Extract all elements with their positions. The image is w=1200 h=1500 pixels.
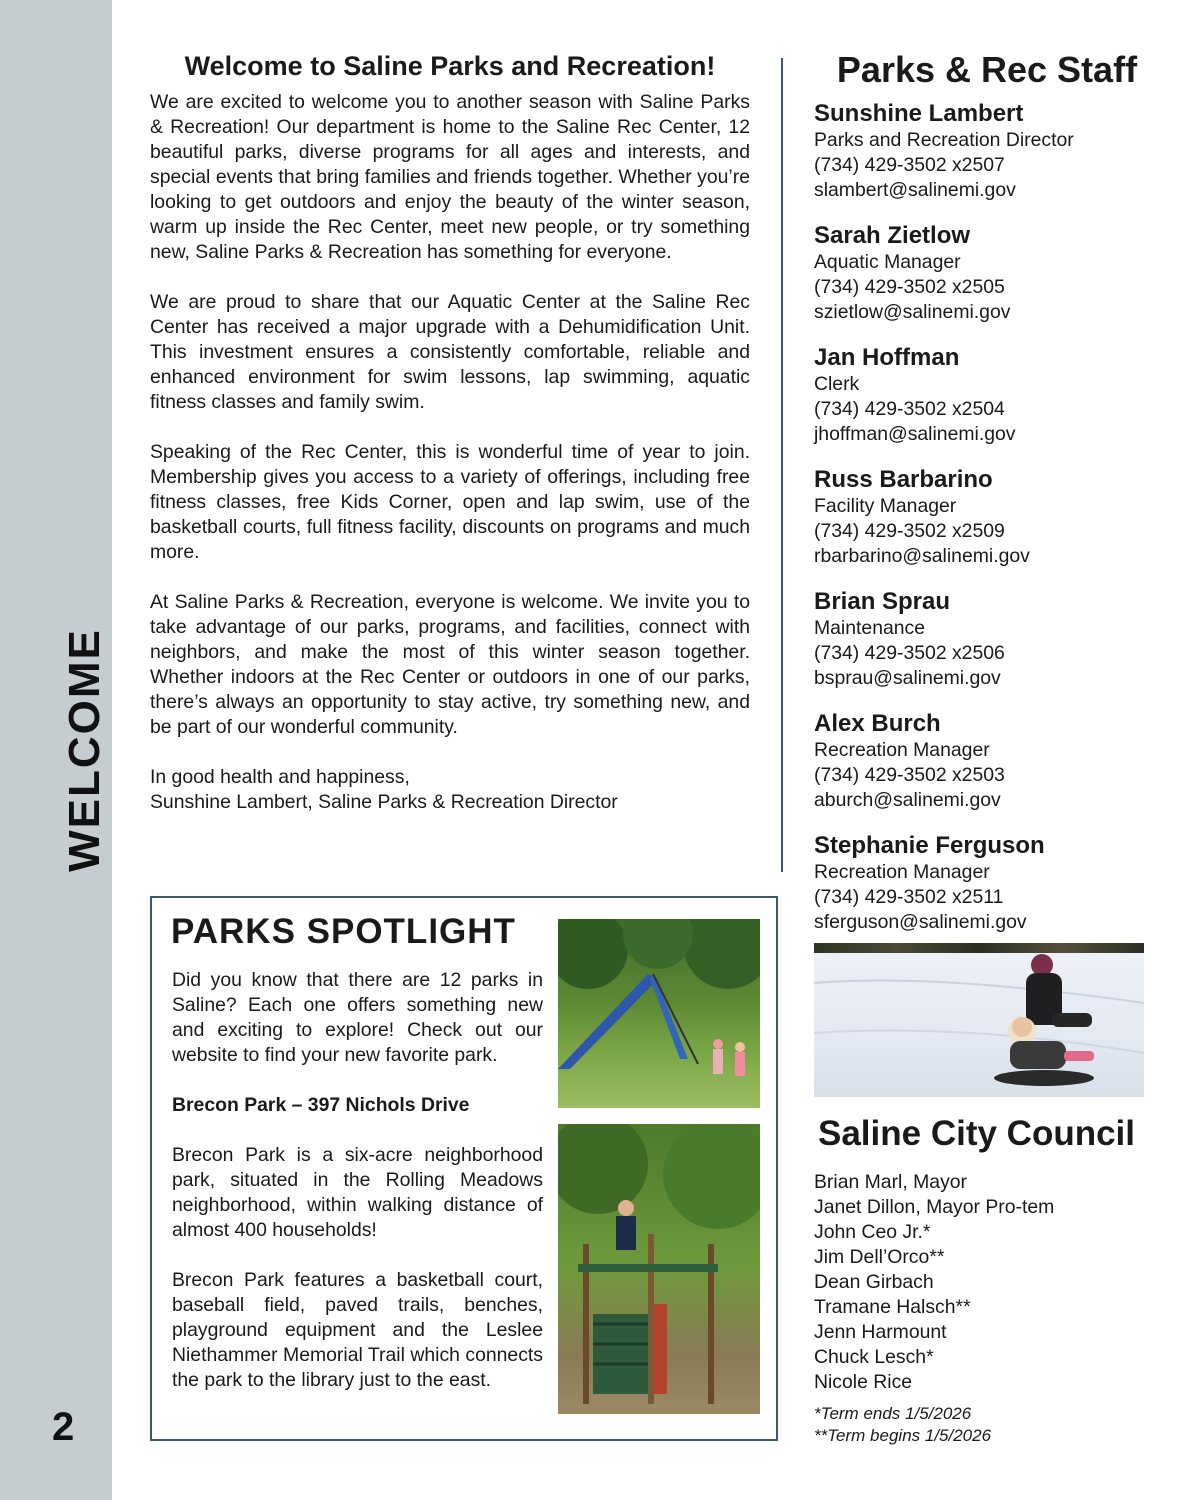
slide-photo xyxy=(558,919,760,1108)
staff-role: Recreation Manager xyxy=(814,860,990,883)
welcome-letter xyxy=(150,50,750,815)
welcome-title: Welcome to Saline Parks and Recreation! xyxy=(184,51,716,81)
staff-name: Stephanie Ferguson xyxy=(814,831,1045,859)
staff-member xyxy=(814,222,1154,325)
welcome-paragraph: Speaking of the Rec Center, this is wonderful time of year to join. Membership gives you access to a variety of offerings, including free fitness classes, free Kids Corner, open and lap swim, use of the basketball courts, full fitness facility, discounts on programs and much more. xyxy=(150,441,750,564)
term-note: **Term begins 1/5/2026 xyxy=(814,1425,992,1445)
staff-email[interactable]: bsprau@salinemi.gov xyxy=(814,666,1001,689)
staff-role: Aquatic Manager xyxy=(814,250,961,273)
staff-email[interactable]: szietlow@salinemi.gov xyxy=(814,300,1011,323)
spotlight-intro: Did you know that there are 12 parks in Saline? Each one offers something new and exciting to explore! Check out our website to find your new favorite park. xyxy=(172,969,543,1066)
closing-line xyxy=(150,765,750,815)
council-member: John Ceo Jr.* xyxy=(814,1220,931,1243)
council-member: Nicole Rice xyxy=(814,1370,913,1393)
staff-role: Parks and Recreation Director xyxy=(814,128,1074,151)
playground-photo xyxy=(558,1124,760,1414)
closing-signature: Sunshine Lambert, Saline Parks & Recreation Director xyxy=(150,791,618,814)
page-number: 2 xyxy=(52,1405,75,1449)
welcome-body xyxy=(150,90,750,815)
staff-directory xyxy=(814,50,1154,954)
council-member: Jenn Harmount xyxy=(814,1320,947,1343)
playground-illustration xyxy=(558,1124,760,1414)
council-notes xyxy=(814,1403,1154,1447)
staff-member xyxy=(814,710,1154,813)
welcome-paragraph: At Saline Parks & Recreation, everyone is welcome. We invite you to take advantage of our parks, programs, and facilities, connect with neighbors, and make the most of this winter season together. Whether indoors at the Rec Center or outdoors in one of our parks, there’s always an opportunity to stay active, try something new, and be part of our wonderful community. xyxy=(150,591,750,739)
staff-email[interactable]: slambert@salinemi.gov xyxy=(814,178,1016,201)
staff-phone[interactable]: (734) 429-3502 x2503 xyxy=(814,763,1005,786)
staff-phone[interactable]: (734) 429-3502 x2506 xyxy=(814,641,1005,664)
staff-title: Parks & Rec Staff xyxy=(836,49,1138,90)
council-member: Janet Dillon, Mayor Pro-tem xyxy=(814,1195,1055,1218)
staff-phone[interactable]: (734) 429-3502 x2509 xyxy=(814,519,1005,542)
staff-name: Alex Burch xyxy=(814,709,941,737)
staff-name: Brian Sprau xyxy=(814,587,951,615)
spotlight-text xyxy=(172,968,543,1418)
staff-name: Sunshine Lambert xyxy=(814,99,1024,127)
sledding-illustration xyxy=(814,943,1144,1097)
staff-role: Maintenance xyxy=(814,616,926,639)
slide-illustration xyxy=(558,919,760,1108)
staff-phone[interactable]: (734) 429-3502 x2511 xyxy=(814,885,1004,908)
council-member: Tramane Halsch** xyxy=(814,1295,971,1318)
staff-member xyxy=(814,100,1154,203)
staff-email[interactable]: rbarbarino@salinemi.gov xyxy=(814,544,1030,567)
closing-salutation: In good health and happiness, xyxy=(150,766,410,789)
staff-phone[interactable]: (734) 429-3502 x2507 xyxy=(814,153,1005,176)
park-description: Brecon Park is a six-acre neighborhood park, situated in the Rolling Meadows neighborhood, within walking distance of almost 400 households! xyxy=(172,1144,543,1241)
staff-email[interactable]: sferguson@salinemi.gov xyxy=(814,910,1027,933)
city-council xyxy=(814,1115,1154,1447)
council-member: Chuck Lesch* xyxy=(814,1345,934,1368)
section-title: WELCOME xyxy=(60,628,109,872)
staff-member xyxy=(814,588,1154,691)
staff-phone[interactable]: (734) 429-3502 x2505 xyxy=(814,275,1005,298)
staff-name: Sarah Zietlow xyxy=(814,221,971,249)
staff-role: Recreation Manager xyxy=(814,738,990,761)
staff-phone[interactable]: (734) 429-3502 x2504 xyxy=(814,397,1005,420)
park-heading: Brecon Park – 397 Nichols Drive xyxy=(172,1094,470,1116)
staff-role: Facility Manager xyxy=(814,494,957,517)
photo-treeline xyxy=(814,943,1144,953)
staff-name: Russ Barbarino xyxy=(814,465,993,493)
sledding-photo xyxy=(814,943,1144,1097)
term-note: *Term ends 1/5/2026 xyxy=(814,1403,972,1423)
staff-role: Clerk xyxy=(814,372,860,395)
staff-member xyxy=(814,344,1154,447)
spotlight-title: PARKS SPOTLIGHT xyxy=(171,912,516,951)
welcome-paragraph: We are excited to welcome you to another season with Saline Parks & Recreation! Our department is home to the Saline Rec Center, 12 beautiful parks, diverse programs for all ages and interests, and special events that bring families and friends together. Whether you’re looking to get outdoors and enjoy the beauty of the winter season, warm up inside the Rec Center, meet new people, or try something new, Saline Parks & Recreation has something for everyone. xyxy=(150,91,750,264)
column-divider xyxy=(781,58,783,872)
park-features: Brecon Park features a basketball court, baseball field, paved trails, benches, playground equipment and the Leslee Niethammer Memorial Trail which connects the park to the library just to the east. xyxy=(172,1269,543,1391)
staff-email[interactable]: aburch@salinemi.gov xyxy=(814,788,1001,811)
staff-email[interactable]: jhoffman@salinemi.gov xyxy=(814,422,1016,445)
council-member: Brian Marl, Mayor xyxy=(814,1170,968,1193)
council-member: Jim Dell’Orco** xyxy=(814,1245,945,1268)
sidebar xyxy=(0,0,112,1500)
staff-name: Jan Hoffman xyxy=(814,343,960,371)
staff-member xyxy=(814,832,1154,935)
council-member: Dean Girbach xyxy=(814,1270,934,1293)
welcome-paragraph: We are proud to share that our Aquatic Center at the Saline Rec Center has received a major upgrade with a Dehumidification Unit. This investment ensures a consistently comfortable, reliable and enhanced environment for swim lessons, lap swimming, aquatic fitness classes and family swim. xyxy=(150,291,750,414)
staff-member xyxy=(814,466,1154,569)
council-title: Saline City Council xyxy=(818,1114,1135,1153)
